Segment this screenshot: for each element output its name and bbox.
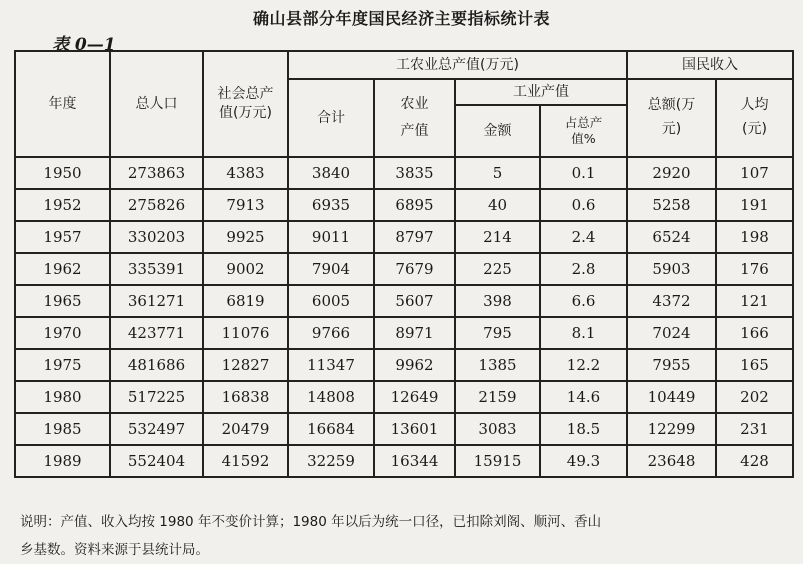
cell-ind-share: 0.6: [540, 189, 627, 221]
header-ind-share-label: 占总产值%: [564, 115, 603, 146]
statistics-table: [14, 50, 794, 478]
header-national-income: 国民收入: [627, 51, 793, 79]
table-row: [15, 189, 793, 221]
cell-ni-per-capita: 121: [716, 285, 793, 317]
cell-year: 1980: [15, 381, 110, 413]
cell-ind-amount: 1385: [455, 349, 540, 381]
cell-population: 532497: [110, 413, 203, 445]
cell-ind-share: 2.4: [540, 221, 627, 253]
cell-ind-share: 49.3: [540, 445, 627, 477]
cell-year: 1952: [15, 189, 110, 221]
cell-subtotal: 16684: [288, 413, 374, 445]
table-row: [15, 413, 793, 445]
table-row: [15, 381, 793, 413]
cell-ni-total: 5258: [627, 189, 716, 221]
cell-agri-output: 8797: [374, 221, 455, 253]
cell-agri-output: 12649: [374, 381, 455, 413]
cell-year: 1962: [15, 253, 110, 285]
document-title: 确山县部分年度国民经济主要指标统计表: [252, 9, 550, 28]
cell-year: 1985: [15, 413, 110, 445]
cell-ni-per-capita: 107: [716, 157, 793, 189]
cell-population: 273863: [110, 157, 203, 189]
header-ni-total: [627, 79, 716, 157]
footnote-line: 乡基数。资料来源于县统计局。: [20, 542, 209, 558]
header-subtotal: 合计: [288, 79, 374, 157]
header-population: 总人口: [110, 51, 203, 157]
cell-ind-amount: 795: [455, 317, 540, 349]
header-ni-per-capita: [716, 79, 793, 157]
cell-subtotal: 9766: [288, 317, 374, 349]
footnote-line: 说明：产值、收入均按 1980 年不变价计算；1980 年以后为统一口径，已扣除刘阁、顺河、香山: [20, 514, 602, 530]
cell-agri-output: 9962: [374, 349, 455, 381]
cell-ni-per-capita: 231: [716, 413, 793, 445]
header-row: [15, 51, 793, 79]
cell-ind-amount: 15915: [455, 445, 540, 477]
table-row: [15, 445, 793, 477]
cell-ind-share: 18.5: [540, 413, 627, 445]
table-number: 表 0—1: [52, 35, 116, 55]
cell-agri-output: 3835: [374, 157, 455, 189]
header-ind-output: 工业产值: [455, 79, 627, 105]
cell-ind-amount: 40: [455, 189, 540, 221]
cell-social-output: 9002: [203, 253, 288, 285]
cell-subtotal: 11347: [288, 349, 374, 381]
cell-population: 423771: [110, 317, 203, 349]
cell-population: 361271: [110, 285, 203, 317]
cell-ni-total: 23648: [627, 445, 716, 477]
footnote: [20, 508, 795, 564]
cell-ind-amount: 214: [455, 221, 540, 253]
cell-ind-share: 14.6: [540, 381, 627, 413]
cell-population: 335391: [110, 253, 203, 285]
cell-population: 275826: [110, 189, 203, 221]
cell-ni-per-capita: 428: [716, 445, 793, 477]
cell-ni-total: 7955: [627, 349, 716, 381]
cell-social-output: 12827: [203, 349, 288, 381]
cell-ni-per-capita: 165: [716, 349, 793, 381]
cell-agri-output: 6895: [374, 189, 455, 221]
header-agri-ind-total: 工农业总产值(万元): [288, 51, 627, 79]
cell-ind-share: 12.2: [540, 349, 627, 381]
cell-ni-total: 10449: [627, 381, 716, 413]
cell-subtotal: 3840: [288, 157, 374, 189]
cell-agri-output: 8971: [374, 317, 455, 349]
cell-subtotal: 32259: [288, 445, 374, 477]
cell-social-output: 16838: [203, 381, 288, 413]
cell-ind-amount: 3083: [455, 413, 540, 445]
cell-year: 1957: [15, 221, 110, 253]
header-year: 年度: [15, 51, 110, 157]
cell-ni-per-capita: 191: [716, 189, 793, 221]
cell-ni-total: 12299: [627, 413, 716, 445]
cell-ni-total: 2920: [627, 157, 716, 189]
cell-ni-total: 5903: [627, 253, 716, 285]
cell-ni-per-capita: 202: [716, 381, 793, 413]
cell-ni-total: 7024: [627, 317, 716, 349]
cell-social-output: 4383: [203, 157, 288, 189]
cell-ni-per-capita: 176: [716, 253, 793, 285]
table-row: [15, 157, 793, 189]
cell-social-output: 9925: [203, 221, 288, 253]
cell-subtotal: 6005: [288, 285, 374, 317]
cell-ni-per-capita: 198: [716, 221, 793, 253]
cell-ni-total: 4372: [627, 285, 716, 317]
cell-subtotal: 9011: [288, 221, 374, 253]
cell-agri-output: 13601: [374, 413, 455, 445]
cell-year: 1950: [15, 157, 110, 189]
cell-subtotal: 7904: [288, 253, 374, 285]
cell-agri-output: 5607: [374, 285, 455, 317]
cell-ind-share: 8.1: [540, 317, 627, 349]
header-social-output: [203, 51, 288, 157]
cell-ind-share: 0.1: [540, 157, 627, 189]
table-row: [15, 221, 793, 253]
cell-ind-share: 6.6: [540, 285, 627, 317]
cell-population: 517225: [110, 381, 203, 413]
cell-agri-output: 16344: [374, 445, 455, 477]
table-row: [15, 253, 793, 285]
cell-agri-output: 7679: [374, 253, 455, 285]
header-ind-amount: 金额: [455, 105, 540, 157]
table-body: [15, 157, 793, 477]
cell-social-output: 20479: [203, 413, 288, 445]
cell-population: 481686: [110, 349, 203, 381]
cell-year: 1989: [15, 445, 110, 477]
cell-population: 330203: [110, 221, 203, 253]
cell-ni-total: 6524: [627, 221, 716, 253]
cell-ind-share: 2.8: [540, 253, 627, 285]
cell-ind-amount: 2159: [455, 381, 540, 413]
cell-population: 552404: [110, 445, 203, 477]
cell-social-output: 6819: [203, 285, 288, 317]
cell-ni-per-capita: 166: [716, 317, 793, 349]
cell-ind-amount: 5: [455, 157, 540, 189]
table-row: [15, 349, 793, 381]
cell-year: 1970: [15, 317, 110, 349]
cell-ind-amount: 225: [455, 253, 540, 285]
cell-subtotal: 14808: [288, 381, 374, 413]
cell-subtotal: 6935: [288, 189, 374, 221]
cell-year: 1975: [15, 349, 110, 381]
cell-ind-amount: 398: [455, 285, 540, 317]
table-row: [15, 317, 793, 349]
cell-year: 1965: [15, 285, 110, 317]
cell-social-output: 11076: [203, 317, 288, 349]
header-ind-share: [540, 105, 627, 157]
cell-social-output: 41592: [203, 445, 288, 477]
cell-social-output: 7913: [203, 189, 288, 221]
header-social-output-label: 社会总产值(万元): [217, 86, 274, 121]
header-agri-output-label: 农业产值: [400, 96, 429, 139]
header-ni-total-label: 总额(万元): [647, 97, 696, 137]
table-row: [15, 285, 793, 317]
header-agri-output: [374, 79, 455, 157]
header-ni-per-capita-label: 人均(元): [740, 97, 769, 137]
